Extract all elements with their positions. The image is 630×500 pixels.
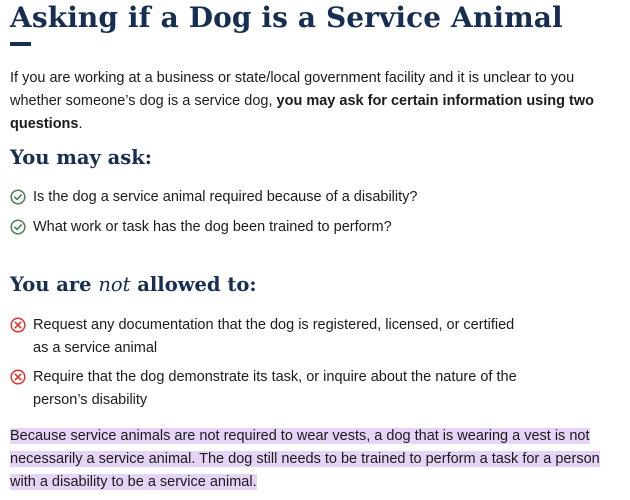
- check-circle-icon: [10, 189, 26, 205]
- not-allowed-list: [10, 314, 622, 418]
- list-item: [10, 216, 622, 239]
- vest-callout: [10, 425, 622, 494]
- list-item-label: What work or task has the dog been trained to perform?: [33, 219, 392, 235]
- list-item-label: Request any documentation that the dog is registered, licensed, or certified as a service animal: [33, 317, 515, 356]
- highlighted-text: Because service animals are not required to wear vests, a dog that is wearing a vest is not necessarily a service animal. The dog still needs to be trained to perform a task for a person with a disability to be a service animal.: [10, 428, 600, 490]
- list-item-label: Is the dog a service animal required because of a disability?: [33, 189, 418, 205]
- x-circle-icon: [10, 317, 26, 333]
- not-allowed-heading-start: You are: [10, 273, 99, 296]
- intro-text-end: .: [78, 116, 83, 132]
- not-allowed-heading-end: allowed to:: [130, 273, 257, 296]
- list-item: [10, 314, 533, 360]
- list-item-label: Require that the dog demonstrate its task, or inquire about the nature of the person’s disability: [33, 369, 517, 408]
- page-title: Asking if a Dog is a Service Animal: [10, 1, 563, 34]
- x-circle-icon: [10, 369, 26, 385]
- list-item: [10, 366, 533, 412]
- intro-bold-text: you may ask for certain information using two questions: [10, 93, 594, 132]
- check-circle-icon: [10, 219, 26, 235]
- title-underline: [10, 42, 31, 46]
- may-ask-list: [10, 186, 622, 246]
- intro-text: If you are working at a business or state/local government facility and it is unclear to you whether someone’s dog is a service dog,: [10, 70, 575, 109]
- intro-paragraph: [10, 67, 622, 136]
- not-allowed-heading-emphasis: not: [98, 273, 131, 296]
- not-allowed-heading: [10, 272, 257, 298]
- list-item: [10, 186, 622, 209]
- may-ask-heading: You may ask:: [10, 146, 152, 169]
